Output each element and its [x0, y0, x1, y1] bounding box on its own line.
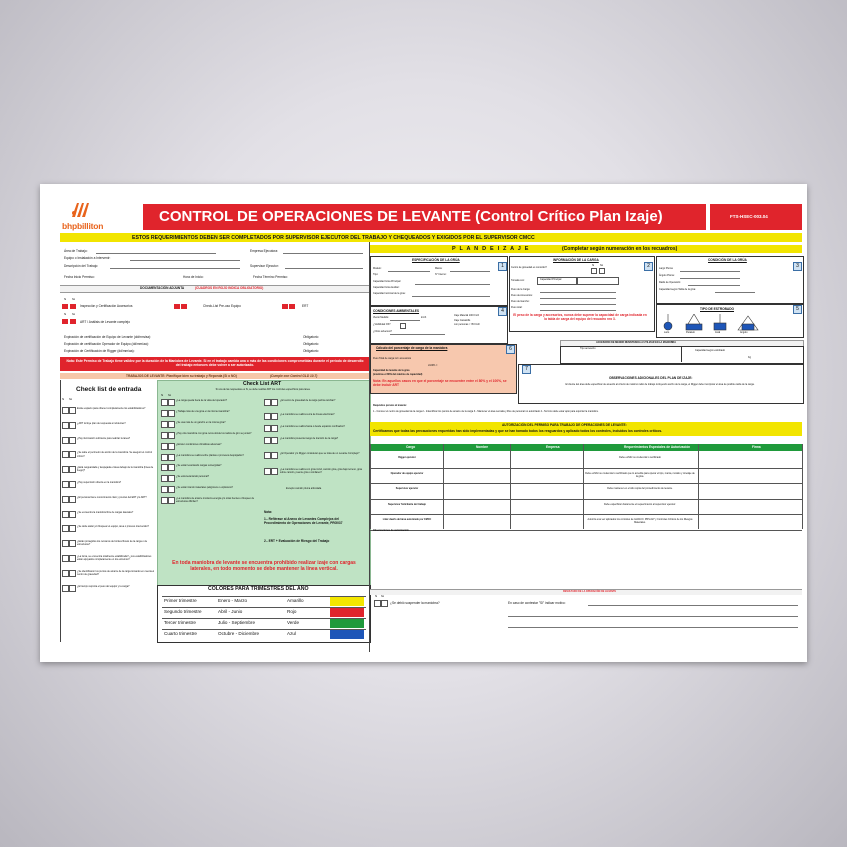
checklist-item-text: ¿Se encuentra la maniobra libre de cargas laterales? — [77, 510, 134, 514]
ert-no-checkbox[interactable] — [289, 304, 295, 309]
auth-nombre-cell[interactable] — [445, 515, 507, 528]
box-number-1: 1 — [498, 262, 507, 271]
art-left-item-text: ¿Trabaja más de una grúa en la misma maniobra? — [176, 409, 230, 413]
checklist-no-checkbox[interactable] — [69, 511, 76, 518]
art-right-si-checkbox[interactable] — [264, 425, 271, 432]
art-nota-2: 2.- ERT + Evaluación de Riesgo del Trabajo — [264, 539, 330, 543]
page-title: CONTROL DE OPERACIONES DE LEVANTE (Control Crítico Plan Izaje) — [159, 208, 663, 225]
art-right-no-checkbox[interactable] — [271, 425, 278, 432]
accesorio-title: ACCESORIO DE MENOR RESISTENCIA A UTILIZAR EN LA MANIOBRA — [596, 340, 676, 344]
table-column-divider — [443, 444, 444, 529]
checklist-no-checkbox[interactable] — [69, 540, 76, 547]
checklist-si-checkbox[interactable] — [62, 451, 69, 458]
auth-cargo: Operador de equipo ejecutor — [390, 471, 424, 475]
auth-empresa-cell[interactable] — [512, 469, 580, 482]
art-left-item-text: ¿La carga queda fuera de la vista del operador? — [176, 399, 228, 402]
form-code: FTS-HSEC-003.04 — [730, 214, 768, 219]
auth-cargo: Rigger ejecutor — [398, 456, 416, 459]
autorizacion-observaciones: Observaciones de autorización: — [373, 529, 410, 532]
box-number-5: 5 — [793, 305, 802, 314]
table-column-divider — [370, 444, 371, 529]
art-left-si-checkbox[interactable] — [161, 432, 168, 439]
auth-empresa-cell[interactable] — [512, 484, 580, 497]
table-column-divider — [583, 444, 584, 529]
axial-icon — [714, 314, 726, 330]
art-left-si-checkbox[interactable] — [161, 464, 168, 471]
colores-color-name: Azul — [287, 631, 296, 636]
art-left-si-checkbox[interactable] — [161, 399, 168, 406]
checklist-no-checkbox[interactable] — [69, 407, 76, 414]
nota-text: Nota: Este Permiso de Trabajo tiene validez por la duración de la Maniobra de Levante. Si en el trabajo cambia una o más de las condiciones comprometidas durante el período de desarrollo del trabajo entonces debe volver a ser autorizado. — [66, 358, 364, 367]
auth-requerimiento: Debe especificar claramente el requerimiento al supervisor ejecutor. — [603, 502, 677, 506]
checklist-si-checkbox[interactable] — [62, 570, 69, 577]
checklist-equipo-si-checkbox[interactable] — [174, 304, 180, 309]
cert-row-rigger: Expiración de Certificación de Rigger (dd/mm/aa): — [64, 349, 135, 353]
table-column-divider — [698, 444, 699, 529]
colores-trimestre: Primer trimestre — [164, 598, 197, 603]
carga-gravedad-no[interactable] — [599, 268, 605, 274]
art-right-item-text: ¿El Operador y/o Rigger consideran que se trata de un Levante Complejo? — [280, 452, 360, 455]
colores-color-name: Verde — [287, 620, 300, 625]
art-si-checkbox[interactable] — [62, 319, 68, 324]
checklist-si-checkbox[interactable] — [62, 496, 69, 503]
resultado-question: ¿Se debió suspender la maniobra? — [390, 601, 440, 605]
checklist-si-checkbox[interactable] — [62, 585, 69, 592]
art-left-item-text: ¿La maniobra se realiza sobre plantas o procesos despiojados? — [176, 453, 244, 457]
auth-requerimiento: Debe mantener en el sitio copia del procedimiento de levante. — [607, 487, 673, 490]
brand-name: bhpbilliton — [62, 221, 104, 231]
art-left-si-checkbox[interactable] — [161, 410, 168, 417]
art-right-si-checkbox[interactable] — [264, 399, 271, 406]
colores-swatch — [330, 630, 364, 639]
label-area: Área de Trabajo: — [64, 249, 88, 253]
art-left-no-checkbox[interactable] — [168, 421, 175, 428]
inspeccion-no-checkbox[interactable] — [70, 304, 76, 309]
checklist-si-checkbox[interactable] — [62, 466, 69, 473]
resultado-title: RESULTADO DE LA OPERACIÓN DE LEVANTE — [563, 589, 617, 593]
checklist-item-text: ¿Se identificaron los puntos de amarre de la carga tomando en cuenta el centro de gravedad? — [77, 569, 155, 576]
calculo-warning: Nota: En aquellos casos en que el porcentaje se encuentre entre el 80% y el 100%, se debe incluir ART — [373, 379, 507, 388]
requisitos-title: Requisitos previos al levante: — [373, 404, 407, 407]
auth-firma-cell[interactable] — [700, 500, 800, 513]
colores-trimestre: Segundo trimestre — [164, 609, 202, 614]
art-right-si-checkbox[interactable] — [264, 437, 271, 444]
estrobado-axial: Axial — [715, 331, 721, 334]
colores-swatch — [330, 597, 364, 606]
auth-firma-cell[interactable] — [700, 515, 800, 528]
art-right-item-text: ¿La maniobra se realiza con grúa móvil, camión grúa, grúa bajo terreno, grúa sobre camión, puente grúa o similares? — [280, 468, 362, 475]
table-column-divider — [802, 444, 803, 529]
colores-meses: Abril - Junio — [218, 609, 243, 614]
inspeccion-si-checkbox[interactable] — [62, 304, 68, 309]
art-left-no-checkbox[interactable] — [168, 464, 175, 471]
paralelo-icon — [686, 314, 702, 330]
auth-requerimiento: Debe exhibir su credencial o certificado que lo acredita para operar el tipo, marca, modelo y tonelaje de la grúa. — [585, 471, 695, 478]
art-left-si-checkbox[interactable] — [161, 486, 168, 493]
art-right-si-checkbox[interactable] — [264, 452, 271, 459]
checklist-no-checkbox[interactable] — [69, 451, 76, 458]
visibilidad-checkbox[interactable] — [400, 323, 406, 329]
art-right-si-checkbox[interactable] — [264, 413, 271, 420]
checklist-item-text: ¿Se sabe el perímetro de acción de la maniobra. Se aseguró el control crítico? — [77, 451, 152, 458]
colores-swatch — [330, 608, 364, 617]
box-number-4: 4 — [498, 307, 507, 316]
art-no-checkbox[interactable] — [70, 319, 76, 324]
checklist-si-checkbox[interactable] — [62, 555, 69, 562]
obligatorio-3: Obligatorio — [303, 349, 319, 353]
condicion-box — [656, 256, 804, 304]
checklist-item-text: ¿Se debe aislar y/o bloquear el equipo, área o proceso intervenido? — [77, 525, 149, 529]
art-right-no-checkbox[interactable] — [271, 468, 278, 475]
auth-nombre-cell[interactable] — [445, 469, 507, 482]
auth-nombre-cell[interactable] — [445, 500, 507, 513]
checklist-item-text: ¿Está resguardada y despejada el área debajo de la maniobra (línea de fuego)? — [77, 466, 154, 473]
art-title: Check List ART — [243, 380, 282, 387]
trabajos-sub: (Cumple con Control GLD 10.7) — [270, 373, 318, 378]
estrobado-title: TIPO DE ESTROBADO — [700, 307, 735, 311]
checklist-si-checkbox[interactable] — [62, 481, 69, 488]
colores-trimestre: Tercer trimestre — [164, 620, 196, 625]
art-left-item-text: ¿Se usa más de un gancho en la misma grúa? — [176, 420, 226, 424]
estrobado-lazo: Lazo — [664, 331, 670, 334]
ert-si-checkbox[interactable] — [282, 304, 288, 309]
cert-row-operador: Expiración de certificación Operador de Equipo (dd/mm/aa): — [64, 342, 149, 346]
label-checklist-equipo: Check-List Pre-uso Equipo — [203, 304, 241, 308]
label-empresa: Empresa Ejecutora: — [250, 249, 278, 253]
requisitos-text: 1.- Conocer el centro de gravedad de la carga 2.- Indentificar los puntos de amarre de la carga 3.- Mantener el área cercada y libre de personal no autorizado 4.- Termino debe estar apto para soportar la maniobra. — [373, 410, 599, 413]
banner-text: ESTOS REQUERIMIENTOS DEBEN SER COMPLETADOS POR SUPERVISOR EJECUTOR DEL TRABAJO Y CHEQUEADOS Y EXIGIDOS POR EL SUPERVISOR CMCC — [132, 234, 535, 241]
art-right-si-checkbox[interactable] — [264, 468, 271, 475]
checklist-no-checkbox[interactable] — [69, 466, 76, 473]
art-nota-title: Nota: — [264, 510, 273, 514]
colores-meses: Julio - Septiembre — [218, 620, 256, 625]
box-number-3: 3 — [793, 262, 802, 271]
art-left-item-text: ¿Se está levantando personal? — [176, 475, 210, 479]
checklist-si-checkbox[interactable] — [62, 407, 69, 414]
col-firma: Firma — [752, 445, 761, 449]
checklist-si-checkbox[interactable] — [62, 525, 69, 532]
art-right-no-checkbox[interactable] — [271, 452, 278, 459]
documentacion-title-red: (CUADROS EN ROJO INDICA OBLIGATORIO) — [195, 285, 264, 290]
suspender-si-checkbox[interactable] — [374, 600, 381, 607]
checklist-item-text: ¿Están protegidos los cercanos de bordes filosos de la carga o de estructuras? — [77, 540, 148, 547]
obligatorio-2: Obligatorio — [303, 342, 319, 346]
label-descripcion: Descripción del Trabajo: — [64, 264, 99, 268]
art-left-item-text: ¿Existen condiciones climáticas adversas? — [176, 442, 222, 446]
colores-swatch — [330, 619, 364, 628]
art-right-item-text: Excepto camión pluma articulada — [286, 487, 322, 490]
estrobado-icons — [662, 314, 772, 332]
art-left-si-checkbox[interactable] — [161, 497, 168, 504]
checklist-si-checkbox[interactable] — [62, 511, 69, 518]
auth-nombre-cell[interactable] — [445, 453, 507, 466]
label-equipo: Equipo o Instalación a Intervenir: — [64, 256, 111, 260]
colores-meses: Octubre - Diciembre — [218, 631, 260, 636]
checklist-si-checkbox[interactable] — [62, 422, 69, 429]
cert-row-equipo: Expiración de certificación de Equipo de Levante (dd/mm/aa): — [64, 335, 151, 339]
art-left-item-text: ¿Se están levantando cargas sumergidas? — [176, 464, 222, 468]
auth-empresa-cell[interactable] — [512, 453, 580, 466]
art-left-item-text: ¿La maniobra de amarre involucra energía y/o otras fuentes o bloqueo de estructuras difíciles? — [176, 497, 255, 504]
art-right-item-text: ¿La maniobra se realiza hacia o desde espacios confinados? — [280, 425, 345, 428]
auth-requerimiento: Autoriza una vez aplicados los controles de GLD10 F. PRS-027 y Controles Críticos de los Riesgos Materiales. — [587, 518, 693, 525]
autorizacion-subtitle: Certificamos que todas las precauciones requeridas han sido implementadas y que se han tomado todos los resguardos y aplicado todos los controles, incluidos los controles críticos. — [373, 429, 663, 433]
label-fecha-termino: Fecha Término Permiso: — [253, 275, 288, 279]
art-left-no-checkbox[interactable] — [168, 410, 175, 417]
art-nota-1: 1.- Refiérase al Anexo de Levantes Complejos del Procedimiento de Operaciones de Levante, PRG037 — [264, 517, 343, 525]
checklist-no-checkbox[interactable] — [69, 481, 76, 488]
obligatorio-1: Obligatorio — [303, 335, 319, 339]
art-left-no-checkbox[interactable] — [168, 432, 175, 439]
checklist-item-text: ¿Hay iluminación suficiente para realizar la tarea? — [77, 436, 131, 440]
art-right-item-text: ¿La maniobra presenta riesgo de tracción de la carga? — [280, 437, 339, 440]
auth-firma-cell[interactable] — [700, 469, 800, 482]
checklist-no-checkbox[interactable] — [69, 555, 76, 562]
estrobado-angulo: Ángulo — [740, 331, 748, 334]
colores-meses: Enero - Marzo — [218, 598, 248, 603]
art-left-no-checkbox[interactable] — [168, 443, 175, 450]
checklist-item-text: ¿Hay supervisión directa en la maniobra? — [77, 481, 122, 484]
checklist-item-text: ¿ART incluye plan de respuesta a incidentes? — [77, 421, 126, 425]
art-left-no-checkbox[interactable] — [168, 454, 175, 461]
art-right-no-checkbox[interactable] — [271, 437, 278, 444]
art-left-si-checkbox[interactable] — [161, 443, 168, 450]
auth-cargo: Líder dueño del área autorizado por CMCC — [382, 518, 432, 521]
grua-title: ESPECIFICACIÓN DE LA GRÚA — [412, 258, 460, 262]
art-left-no-checkbox[interactable] — [168, 475, 175, 482]
lazo-icon — [664, 314, 672, 330]
angulo-icon — [738, 316, 758, 330]
checklist-no-checkbox[interactable] — [69, 525, 76, 532]
auth-cargo: Supervisor ejecutor — [395, 487, 419, 490]
carga-note: El peso de la carga y accesorios, nunca debe superar la capacidad de carga indicada en la tabla de carga del equipo del recuadro nro 3. — [513, 313, 647, 321]
documentacion-title: DOCUMENTACIÓN ADJUNTA — [140, 285, 185, 290]
label-fecha-inicio: Fecha Inicio Permiso: — [64, 275, 95, 279]
label-supervisor: Supervisor Ejecutor: — [250, 264, 279, 268]
trabajos-text: TRABAJOS DE LEVANTE: Planifique bien su trabajo y Reponda (Si o NO) — [126, 373, 237, 378]
auth-cargo: Supervisor Solicitante del trabajo — [388, 502, 426, 506]
art-right-no-checkbox[interactable] — [271, 413, 278, 420]
resultado-motivo: En caso de contestar "SI" indicar motivo: — [508, 601, 566, 605]
checklist-item-text: ¿La Grúa, se encuentra totalmente estabilizada? ¿Los estabilizadores están apoyados completamente en los extremos? — [77, 555, 152, 562]
checklist-no-checkbox[interactable] — [69, 570, 76, 577]
col-empresa: Empresa — [546, 445, 560, 449]
plan-subtitle: (Completar según numeración en los recuadros) — [562, 245, 678, 252]
checklist-si-checkbox[interactable] — [62, 540, 69, 547]
checklist-si-checkbox[interactable] — [62, 437, 69, 444]
checklist-no-checkbox[interactable] — [69, 585, 76, 592]
art-left-no-checkbox[interactable] — [168, 486, 175, 493]
suspender-no-checkbox[interactable] — [381, 600, 388, 607]
auth-requerimiento: Debe exhibir su credencial o certificado — [619, 456, 661, 459]
colores-trimestre: Cuarto trimestre — [164, 631, 197, 636]
col-nombre: Nombre — [476, 445, 489, 449]
auth-empresa-cell[interactable] — [512, 500, 580, 513]
observaciones-text: El cliente del área debe especificar de acuerdo al criterio de máximo radio de trabajo incluyendo ancho de la carga, el Rigger debe incorporar el área de posible caída de la carga. — [565, 383, 755, 386]
checklist-no-checkbox[interactable] — [69, 437, 76, 444]
art-subtitle: Si una de las respuestas es Si, se debe realizar ART los controles específicos para tarea. — [215, 388, 311, 391]
checklist-no-checkbox[interactable] — [69, 496, 76, 503]
checklist-no-checkbox[interactable] — [69, 422, 76, 429]
autorizacion-title: AUTORIZACIÓN DEL PERMISO PARA TRABAJO DE OPERACIONES DE LEVANTE: — [502, 423, 627, 427]
art-left-si-checkbox[interactable] — [161, 421, 168, 428]
colores-color-name: Amarillo — [287, 598, 304, 603]
carga-gravedad-si[interactable] — [591, 268, 597, 274]
label-hora: Hora de Inicio: — [183, 275, 204, 279]
autorizacion-table-header — [370, 444, 802, 451]
art-left-item-text: ¿Se están izando materiales peligrosos o explosivos? — [176, 486, 234, 490]
col-requerimientos: Requerimientos Especiales de Autorización — [624, 445, 691, 449]
label-inspeccion: Inspección y Certificación Accesorios — [80, 304, 133, 308]
label-art: ART / Análisis de Levante complejo — [80, 320, 131, 324]
auth-firma-cell[interactable] — [700, 484, 800, 497]
box-number-2: 2 — [644, 262, 653, 271]
table-column-divider — [510, 444, 511, 529]
auth-empresa-cell[interactable] — [512, 515, 580, 528]
condicion-title: CONDICIÓN DE LA GRÚA — [708, 258, 747, 262]
checklist-item-text: ¿El personal tiene conocimiento claro y preciso del ERT y/o ART? — [77, 495, 147, 499]
art-left-si-checkbox[interactable] — [161, 475, 168, 482]
box-number-6: 6 — [506, 345, 515, 354]
brand-logo — [62, 201, 104, 233]
art-left-no-checkbox[interactable] — [168, 497, 175, 504]
colores-title: COLORES PARA TRIMESTRES DEL AÑO — [208, 586, 309, 592]
ambiental-title: CONDICIONES AMBIENTALES — [373, 309, 420, 313]
art-left-item-text: ¿Hay otra maniobra con grúa cerca donde los radios de giro se juntan? — [176, 431, 252, 435]
permit-form-sheet: bhpbilliton CONTROL DE OPERACIONES DE LEVANTE (Control Crítico Plan Izaje) FTS-HSEC-003.04 ESTOS REQUERIMIENTOS DEBEN SER COMPLETADOS POR SUPERVISOR EJECUTOR DEL TRABAJO Y CHEQUEADOS Y EXIGIDOS POR EL SUPERVISOR CMCC Área de Trabajo: Empresa Ejecutora: Equipo o Instalación a Intervenir: Descripción del Trabajo: Supervisor Ejecutor: Fecha Inicio Permiso: Hora de Inicio: Fecha Término Permiso: DOCUMENTACIÓN ADJUNTA (CUADROS EN ROJO INDICA OBLIGATORIO) Si No Inspección y Certificación Accesorios Check-List Pre-uso Equipo ERT Si No ART / Análisis de Levante complejo Expiración de certificación de Equipo de Levante (dd/mm/aa): Obligatorio Expiración de certificación Operador de Equipo (dd/mm/aa): Obligatorio Expiración de Certificación de Rigger (dd/mm/aa): Obligatorio Nota: Este Permiso de Trabajo tiene validez por la duración de la Maniobra de Levante. Si en el trabajo cambia una o más de las condiciones comprometidas durante el período de desarrollo del trabajo entonces debe volver a ser autorizado. TRABAJOS DE LEVANTE: Planifique bien su trabajo y Reponda (Si o NO) (Cumple con Control GLD 10.7) Check list de entrada Si No Existe espacio para obtener completamente los estabilizadores? ¿ART incluye plan de respuesta a incidentes? ¿Hay iluminación suficiente para realizar la tarea? ¿Se sabe el perímetro de acción de la maniobra. Se aseguró el control crítico? ¿Está resguardada y despejada el área debajo de la maniobra (línea de fuego)? ¿Hay supervisión directa en la maniobra? ¿El personal tiene conocimiento claro y preciso del ERT y/o ART? ¿Se encuentra la maniobra libre de cargas laterales? ¿Se debe aislar y/o bloquear el equipo, área o proceso intervenido? ¿Están protegidos los cercanos de bordes filosos de la carga o de estructuras? ¿La Grúa, se encuentra totalmente estabilizada? ¿Los estabilizadores están apoyados completamente en los extremos? ¿Se identificaron los puntos de amarre de la carga tomando en cuenta el centro de gravedad? ¿El tiempo soporta el peso del equipo y la carga? Check List ART Si una de las respuestas es Si, se debe realizar ART los controles específicos para tarea. Si No ¿La carga queda fuera de la vista del operador? ¿Trabaja más de una grúa en la misma maniobra? ¿Se usa más de un gancho en la misma grúa? ¿Hay otra maniobra con grúa cerca donde los radios de giro se juntan? ¿Existen condiciones climáticas adversas? ¿La maniobra se realiza sobre plantas o procesos despiojados? ¿Se están levantando cargas sumergidas? ¿Se está levantando personal? ¿Se están izando materiales peligrosos o explosivos? ¿La maniobra de amarre involucra energía y/o otras fuentes o bloqueo de estructuras difíciles? ¿El centro de gravedad de la carga podría cambiar? ¿La maniobra se realiza cerca de líneas eléctricas? ¿La maniobra se realiza hacia o desde espacios confinados? ¿La maniobra presenta riesgo de tracción de la carga? ¿El Operador y/o Rigger consideran que se trata de un Levante Complejo? ¿La maniobra se realiza con grúa móvil, camión grúa, grúa bajo terreno, grúa sobre camión, puente grúa o similares? Excepto camión pluma articulada Nota: 1.- Refiérase al Anexo de Levantes Complejos del Procedimiento de Operaciones de Levante, PRG037 2.- ERT + Evaluación de Riesgo del Trabajo En toda maniobra de levante se encuentra prohibido realizar izaje con cargas laterales, en todo momento se debe mantener la línea vertical. COLORES PARA TRIMESTRES DEL AÑO Primer trimestre Enero - Marzo Amarillo Segundo trimestre Abril - Junio Rojo Tercer trimestre Julio - Septiembre Verde Cuarto trimestre Octubre - Diciembre Azul P L A N D E I Z A J E (Completar según numeración en los recuadros) 1 ESPECIFICACIÓN DE LA GRÚA Modelo: Marca: Tipo: N° Interno: Capacidad Grúa Principal: Capacidad Grúa Auxiliar: Capacidad nominal de la grúa: 2 INFORMACIÓN DE LA CARGA Centro de gravedad es conocido? Si No Tomada con: Capacidad Principal Peso de la Carga: Peso de Accesorios: Peso de Gancho: Peso total: El peso de la carga y accesorios, nunca debe superar la capacidad de carga indicada en la tabla de carga del equipo del recuadro nro 3. 3 CONDICIÓN DE LA GRÚA Largo Pluma: Ángulo Pluma: Radio de Operación: Capacidad según Tabla de la grúa: 4 CONDICIONES AMBIENTALES Viento Medido: km/h Izaje Material 100 Km/h ¿Visibilidad OK? Izaje Canastillo con personas < 35 Km/h ¿Otros adversos? 5 TIPO DE ESTROBADO Lazo Paralelo Axial Ángulo ACCESORIO DE MENOR RESISTENCIA A UTILIZAR EN LA MANIOBRA Tipo accesorio Capacidad según estrobado Kg 6 Cálculo del porcentaje de carga de la maniobra Peso Total de carga incl. accesorios x100% = Capacidad de levante de la grúa (mientras el 80% del máximo de capacidad) Nota: En aquellos casos en que el porcentaje se encuentre entre el 80% y el 100%, se debe incluir ART 7 OBSERVACIONES ADICIONALES DEL PLAN DE IZAJE: El cliente del área debe especificar de acuerdo al criterio de máximo radio de trabajo incluyendo ancho de la carga, el Rigger debe incorporar el área de posible caída de la carga. Requisitos previos al levante: 1.- Conocer el centro de gravedad de la carga 2.- Indentificar los puntos de amarre de la carga 3.- Mantener el área cercada y libre de personal no autorizado 4.- Termino debe estar apto para soportar la maniobra. AUTORIZACIÓN DEL PERMISO PARA TRABAJO DE OPERACIONES DE LEVANTE: Certificamos que todas las precauciones requeridas han sido implementadas y que se han tomado todos los resguardos y aplicado todos los controles, incluidos los controles críticos. Cargo Nombre Empresa Requerimientos Especiales de Autorización Firma Rigger ejecutor Debe exhibir su credencial o certificado Operador de equipo ejecutor Debe exhibir su credencial o certificado que lo acredita para operar el tipo, marca, modelo y tonelaje de la grúa. Supervisor ejecutor Debe mantener en el sitio copia del procedimiento de levante. Supervisor Solicitante del trabajo Debe especificar claramente el requerimiento al supervisor ejecutor. Líder dueño del área autorizado por CMCC Autoriza una vez aplicados los controles de GLD10 F. PRS-027 y Controles Críticos de los Riesgos Materiales. Observaciones de autorización: RESULTADO DE LA OPERACIÓN DE LEVANTE Si No ¿Se debió suspender la maniobra? En caso de contestar "SI" indicar motivo: — [40, 184, 807, 662]
box-number-7: 7 — [522, 365, 531, 374]
colores-color-name: Rojo — [287, 609, 297, 614]
bhp-logo-icon — [70, 201, 92, 219]
plan-title: P L A N D E I Z A J E — [452, 245, 530, 252]
checklist-equipo-no-checkbox[interactable] — [181, 304, 187, 309]
observaciones-title: OBSERVACIONES ADICIONALES DEL PLAN DE IZAJE: — [609, 376, 693, 380]
art-right-item-text: ¿El centro de gravedad de la carga podría cambiar? — [280, 399, 336, 402]
carga-title: INFORMACIÓN DE LA CARGA — [553, 258, 599, 262]
auth-firma-cell[interactable] — [700, 453, 800, 466]
checklist-item-text: Existe espacio para obtener completamente los estabilizadores? — [77, 407, 146, 410]
estrobado-paralelo: Paralelo — [686, 331, 695, 334]
art-right-no-checkbox[interactable] — [271, 399, 278, 406]
auth-nombre-cell[interactable] — [445, 484, 507, 497]
checklist-item-text: ¿El tiempo soporta el peso del equipo y la carga? — [77, 584, 130, 588]
art-warning: En toda maniobra de levante se encuentra prohibido realizar izaje con cargas laterales, en todo momento se debe mantener la línea vertical. — [172, 560, 356, 573]
checklist-title: Check list de entrada — [76, 386, 142, 393]
art-right-item-text: ¿La maniobra se realiza cerca de líneas eléctricas? — [280, 413, 335, 416]
art-left-no-checkbox[interactable] — [168, 399, 175, 406]
col-cargo: Cargo — [406, 445, 416, 449]
art-left-si-checkbox[interactable] — [161, 454, 168, 461]
calculo-title: Cálculo del porcentaje de carga de la maniobra — [376, 346, 448, 350]
label-ert: ERT — [302, 304, 309, 308]
